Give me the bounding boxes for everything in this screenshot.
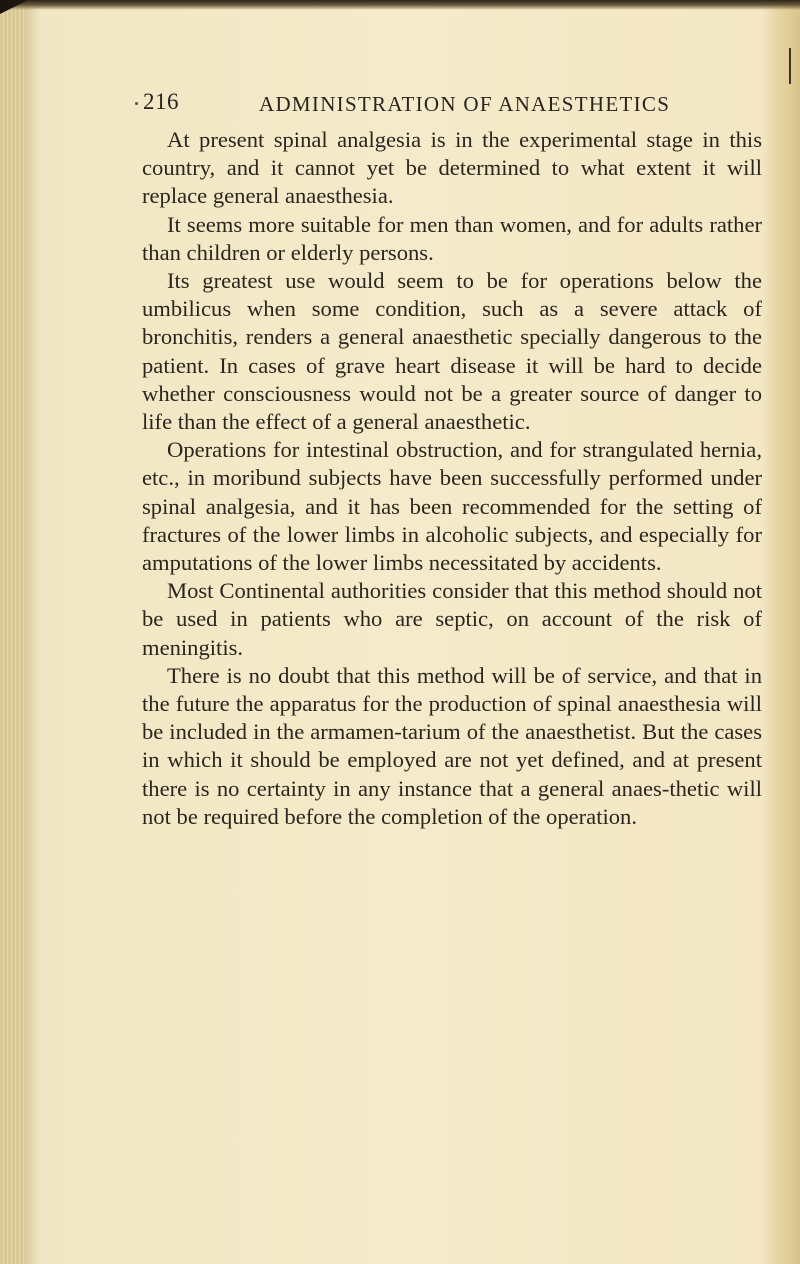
- paragraph: At present spinal analgesia is in the experimental stage in this country, and it cannot yet be determined to what extent it will replace general anaesthesia.: [142, 127, 762, 209]
- page-number: 216: [143, 89, 179, 114]
- paragraph: Its greatest use would seem to be for operations below the umbilicus when some condition, such as a severe attack of bronchitis, renders a general anaesthetic specially dangerous to the patient. In cases of grave heart disease it will be hard to decide whether consciousness would not be a greater source of danger to life than the effect of a general anaesthetic.: [142, 268, 762, 435]
- running-title: ADMINISTRATION OF ANAESTHETICS: [259, 92, 671, 116]
- book-gutter: [0, 0, 24, 1264]
- top-edge-shadow: [0, 0, 800, 10]
- paragraph: Operations for intestinal obstruction, and for strangulated hernia, etc., in moribund subjects have been successfully performed under spinal analgesia, and it has been recommended for the setting of fractures of the lower limbs in alcoholic subjects, and especially for amputations of the lower limbs necessitated by accidents.: [142, 437, 762, 576]
- page-edge: [764, 0, 800, 1264]
- body-text: [142, 126, 762, 831]
- paragraph: Most Continental authorities consider that this method should not be used in patients who are septic, on account of the risk of meningitis.: [142, 578, 762, 660]
- paragraph: It seems more suitable for men than women, and for adults rather than children or elderly persons.: [142, 211, 762, 265]
- paragraph: There is no doubt that this method will be of service, and that in the future the apparatus for the production of spinal anaesthesia will be included in the armamen-tarium of the anaesthetist. But the cases in which it should be employed are not yet defined, and at present there is no certainty in any instance that a general anaes-thetic will not be required before the completion of the operation.: [142, 662, 762, 829]
- running-head: [0, 89, 800, 119]
- gutter-shadow: [24, 0, 40, 1264]
- edge-mark: [789, 48, 791, 84]
- folio-dot: [135, 102, 138, 105]
